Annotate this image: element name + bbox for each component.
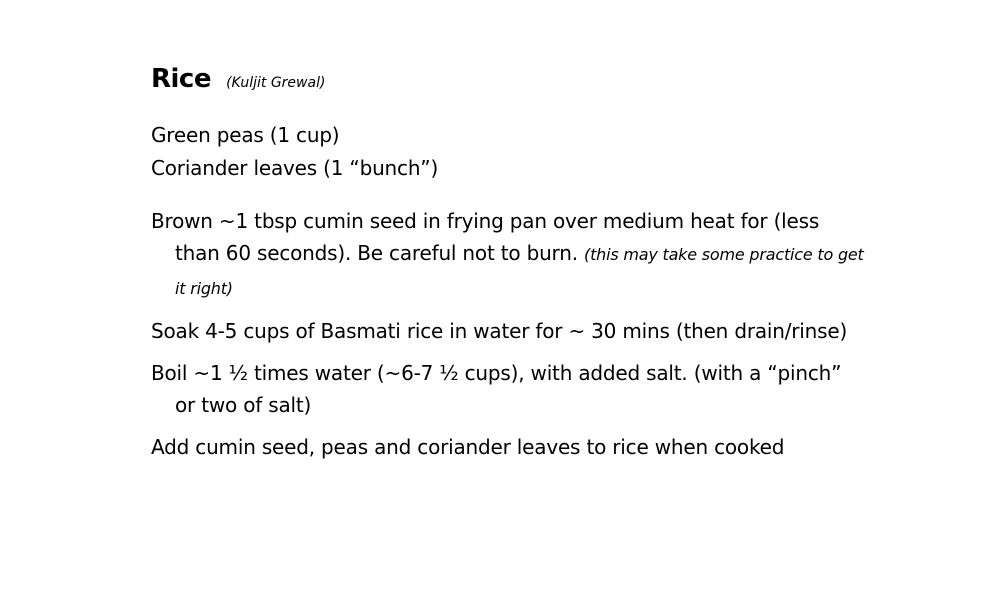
step-item — [151, 357, 855, 421]
step-text: Boil ~1 ½ times water (~6-7 ½ cups), with added salt. (with a “pinch” or two of salt) — [151, 361, 842, 417]
step-text: Brown ~1 tbsp cumin seed in frying pan over medium heat for (less than 60 seconds). Be careful not to burn. — [151, 209, 820, 265]
step-text: Soak 4-5 cups of Basmati rice in water for ~ 30 mins (then drain/rinse) — [151, 319, 848, 343]
step-item — [151, 205, 865, 305]
ingredient-item: Coriander leaves (1 “bunch”) — [151, 156, 439, 180]
recipe-author: (Kuljit Grewal) — [226, 75, 326, 91]
step-list — [151, 205, 951, 463]
ingredient-list — [151, 119, 951, 185]
ingredient-item: Green peas (1 cup) — [151, 123, 340, 147]
title-line — [151, 64, 951, 94]
recipe-page — [151, 64, 951, 463]
step-note: (this may take some practice to get it right) — [175, 245, 864, 298]
step-item — [151, 431, 895, 463]
recipe-title: Rice — [151, 64, 211, 94]
step-item — [151, 315, 855, 347]
step-text: Add cumin seed, peas and coriander leaves to rice when cooked — [151, 435, 785, 459]
